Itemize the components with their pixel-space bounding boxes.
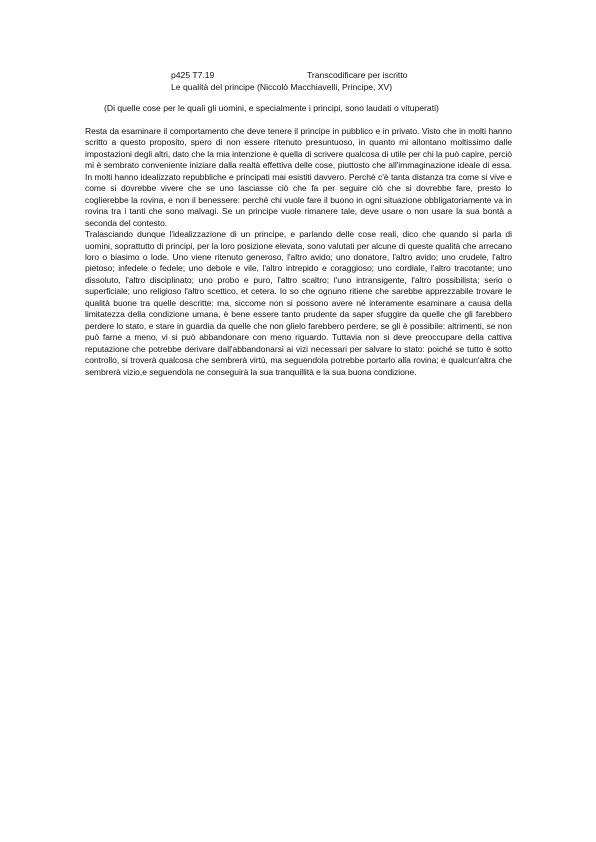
task-instruction: Transcodificare per iscritto bbox=[307, 70, 408, 80]
body-text bbox=[85, 126, 512, 378]
exercise-code: p425 T7.19 bbox=[171, 70, 215, 80]
document-title: Le qualità del principe (Niccolò Macchiavelli, Principe, XV) bbox=[171, 82, 393, 92]
chapter-subtitle: (Di quelle cose per le quali gli uomini, e specialmente i principi, sono laudati o vituperati) bbox=[104, 103, 439, 113]
paragraph-1: Resta da esaminare il comportamento che deve tenere il principe in pubblico e in privato. Visto che in molti hanno scritto a questo proposito, spero di non essere ritenuto presuntuoso, in quanto mi allontano moltissimo dalle impostazioni degli altri, dato che la mia intenzione è quella di scrivere qualcosa di utile per chi la può capire, perciò mi è sembrato conveniente iniziare dalla realtà effettiva delle cose, piuttosto che all'immaginazione ideale di essa. In molti hanno idealizzato repubbliche e principati mai esistiti davvero. Perché c'è tanta distanza tra come si vive e come si dovrebbe vivere che se uno lasciasse ciò che fa per seguire ciò che si dovrebbe fare, presto lo coglierebbe la rovina, e non il benessere: perché chi vuole fare il buono in ogni situazione obbligatoriamente va in rovina tra i tanti che sono malvagi. Se un principe vuole rimanere tale, deve usare o non usare la sua bontà a seconda del contesto. bbox=[85, 126, 512, 228]
paragraph-2: Tralasciando dunque l'idealizzazione di un principe, e parlando delle cose reali, dico che quando si parla di uomini, soprattutto di principi, per la loro posizione elevata, sono valutati per alcune di queste qualità che arrecano loro o biasimo o lode. Uno viene ritenuto generoso, l'altro avido; uno donatore, l'altro avido; uno crudele, l'altro pietoso; infedele o fedele; uno debole e vile, l'altro intrepido e coraggioso; uno cordiale, l'altro tracotante; uno dissoluto, l'altro disciplinato; uno probo e puro, l'altro scaltro; l'uno intransigente, l'altro possibilista; serio o superficiale; uno religioso l'altro scettico, et cetera. Io so che ognuno ritiene che sarebbe apprezzabile trovare le qualità buone tra quelle descritte: ma, siccome non si possono avere né interamente esaminare a causa della limitatezza della condizione umana, è bene essere tanto prudente da saper sfuggire da quelle che gli farebbero perdere lo stato, e stare in guardia da quelle che non glielo farebbero perdere, se gli è possibile: altrimenti, se non può farne a meno, vi si può abbandonare con meno riguardo. Tuttavia non si deve preoccupare della cattiva reputazione che potrebbe derivare dall'abbandonarsi ai vizi necessari per salvare lo stato: poiché se tutto è sotto controllo, si troverà qualcosa che sembrerà virtù, ma seguendola potrebbe portarlo alla rovina; e qualcun'altra che sembrerà vizio,e seguendola ne conseguirà la sua tranquillità e la sua buona condizione. bbox=[85, 229, 512, 377]
